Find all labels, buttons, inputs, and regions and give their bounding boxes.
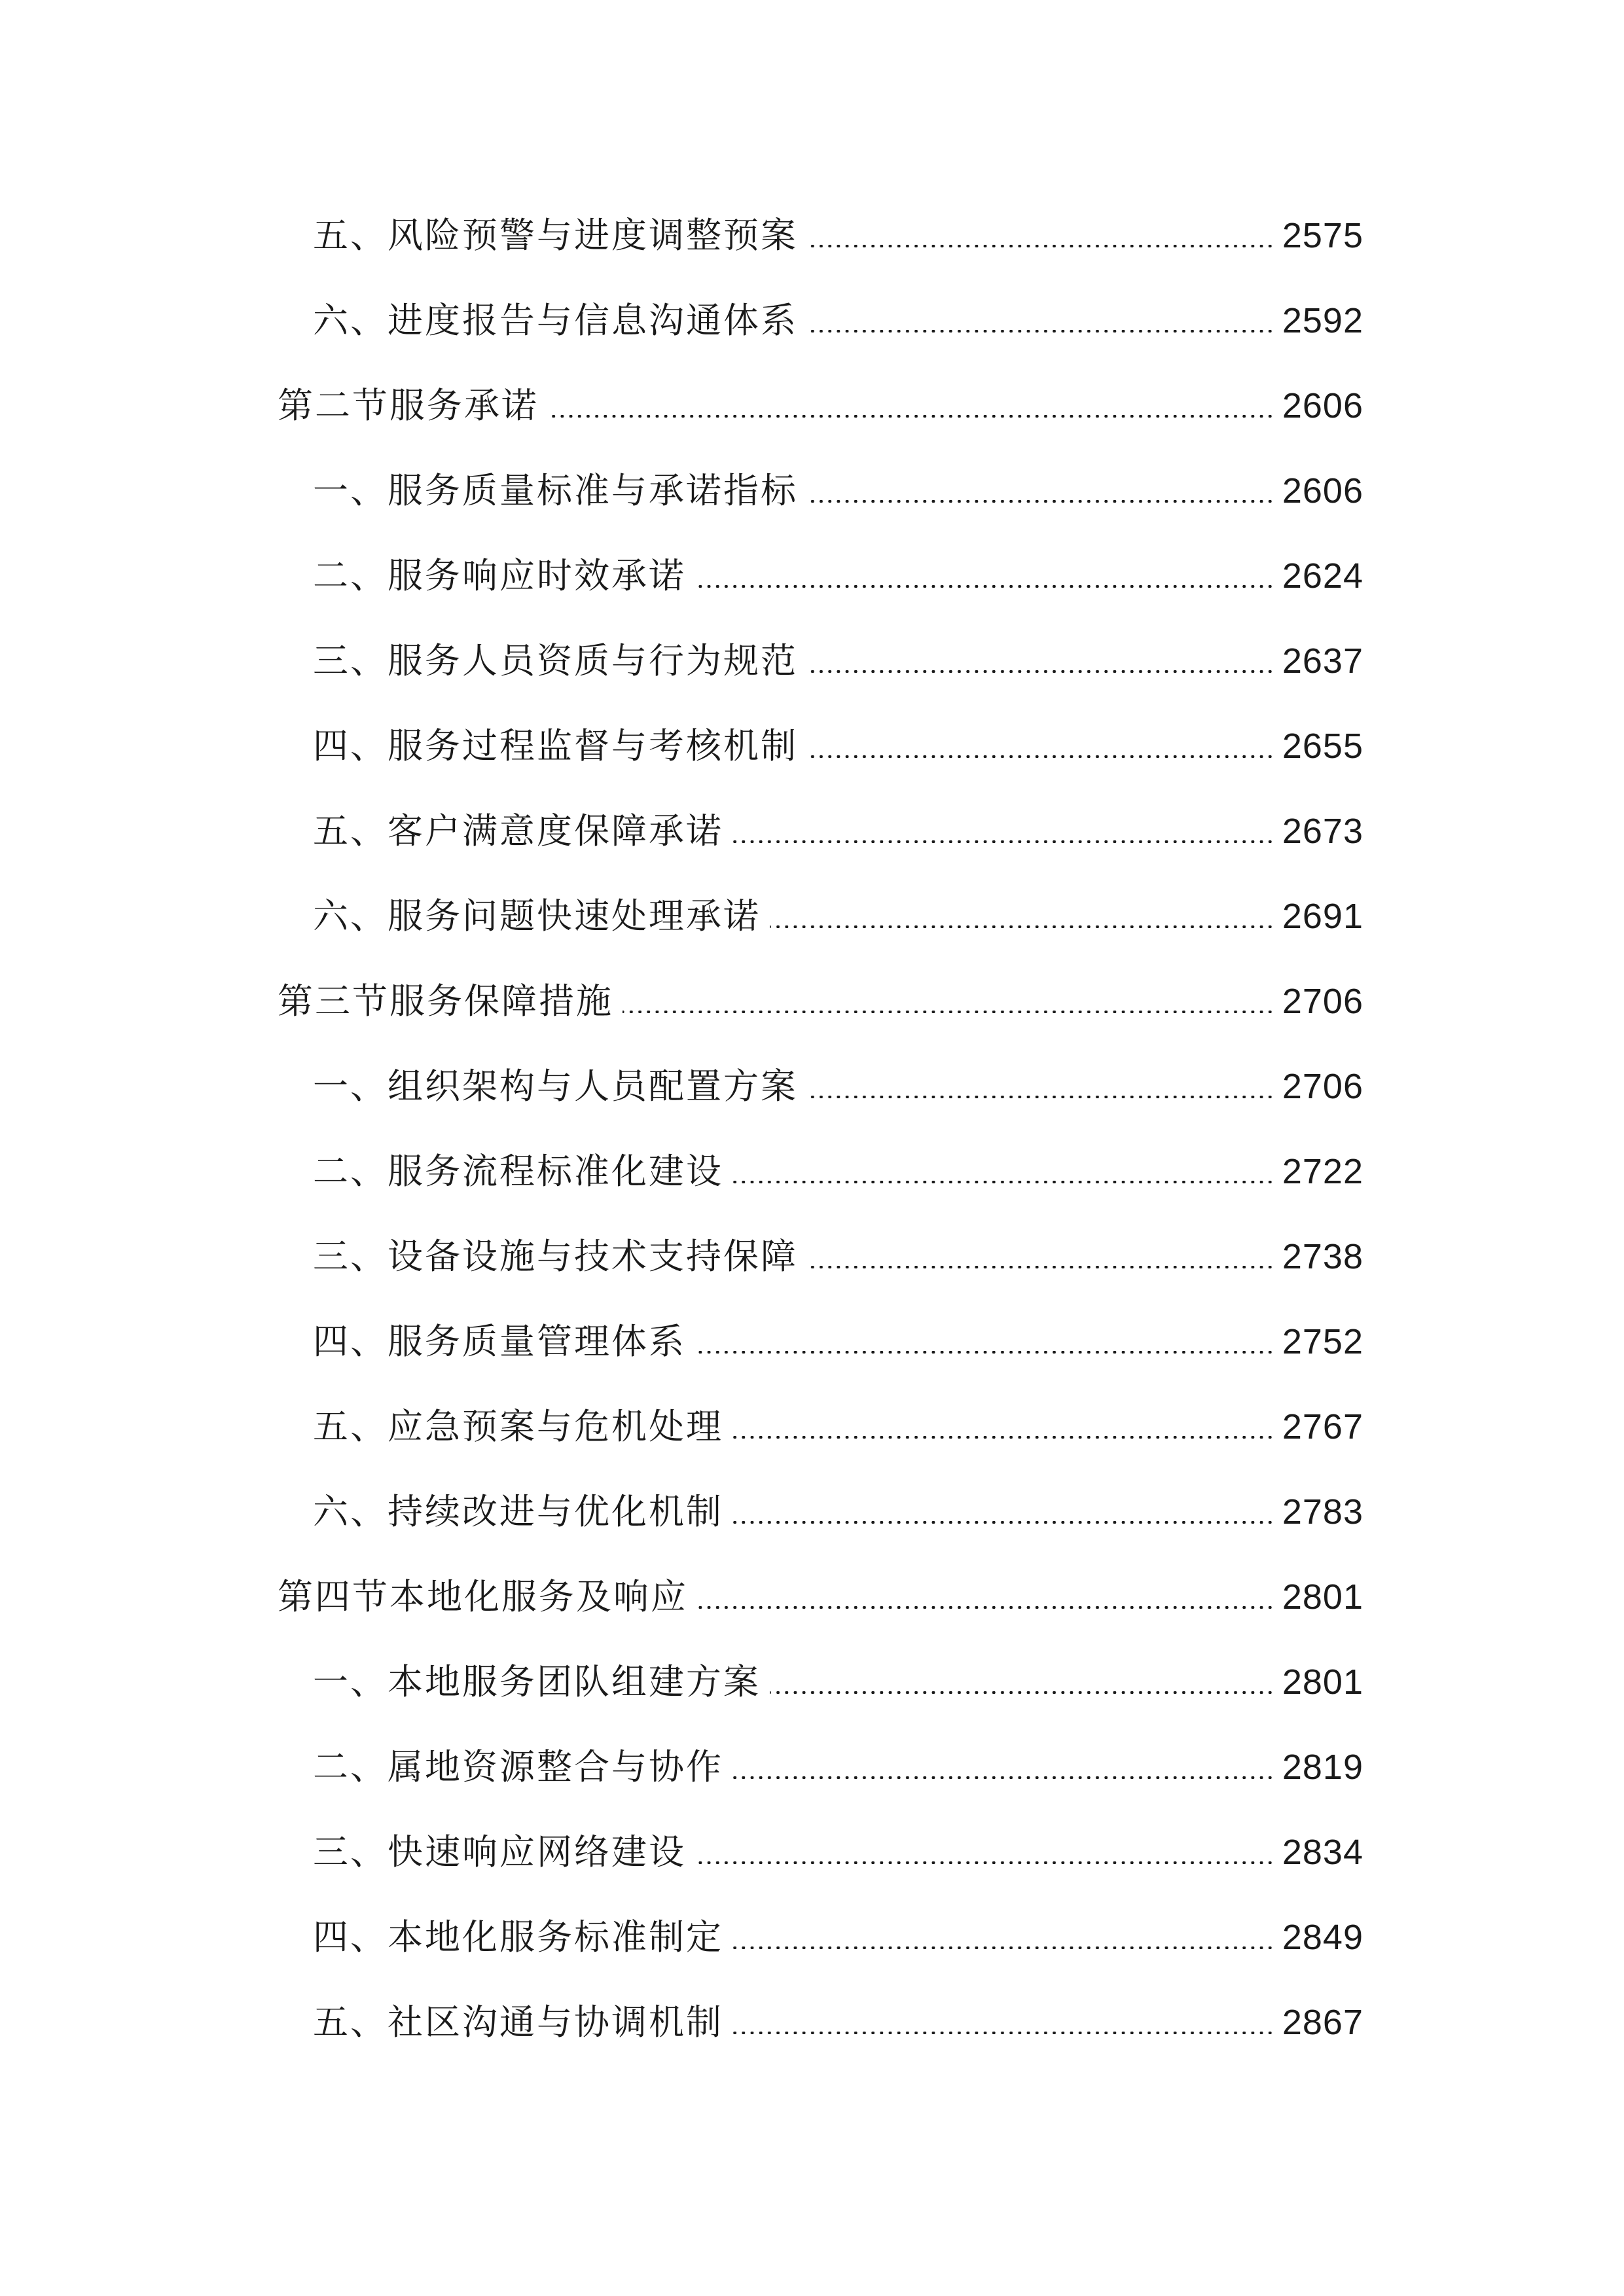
toc-entry: [313, 635, 1363, 687]
dot-leader: [697, 1606, 1274, 1609]
dot-leader: [732, 1946, 1274, 1949]
toc-entry: [313, 1230, 1363, 1283]
toc-entry-title: 四、服务过程监督与考核机制: [313, 725, 798, 766]
toc-entry-page-number: 2849: [1282, 1918, 1363, 1957]
toc-entry: [313, 550, 1363, 602]
toc-entry: [313, 805, 1363, 857]
toc-entry-page-number: 2752: [1282, 1322, 1363, 1361]
toc-section-page-number: 2706: [1282, 982, 1363, 1021]
toc-entry-page-number: 2867: [1282, 2003, 1363, 2042]
toc-entry-title: 三、设备设施与技术支持保障: [313, 1236, 798, 1277]
dot-leader: [732, 2032, 1274, 2034]
dot-leader: [732, 1181, 1274, 1183]
dot-leader: [807, 755, 1274, 758]
toc-entry-page-number: 2691: [1282, 897, 1363, 936]
dot-leader: [548, 415, 1274, 418]
toc-entry: [313, 1656, 1363, 1708]
dot-leader: [732, 1436, 1274, 1439]
toc-entry: [313, 1741, 1363, 1793]
toc-entry-title: 二、服务流程标准化建设: [313, 1151, 723, 1192]
toc-entry: [313, 720, 1363, 772]
toc-entry: [313, 1060, 1363, 1113]
toc-entry-title: 三、快速响应网络建设: [313, 1831, 686, 1873]
toc-section-page-number: 2801: [1282, 1577, 1363, 1617]
toc-entry-title: 二、服务响应时效承诺: [313, 555, 686, 596]
toc-entry-title: 六、持续改进与优化机制: [313, 1491, 723, 1532]
dot-leader: [807, 1096, 1274, 1098]
toc-entry-title: 五、客户满意度保障承诺: [313, 810, 723, 852]
toc-entry: [313, 1486, 1363, 1538]
dot-leader: [807, 330, 1274, 332]
toc-section-entry: [278, 380, 1363, 432]
dot-leader: [807, 245, 1274, 247]
toc-entry: [313, 1145, 1363, 1198]
toc-entry-page-number: 2801: [1282, 1662, 1363, 1702]
dot-leader: [623, 1011, 1274, 1013]
toc-entry-title: 四、服务质量管理体系: [313, 1321, 686, 1362]
toc-entry-title: 一、本地服务团队组建方案: [313, 1661, 761, 1702]
toc-section-title: 第二节服务承诺: [278, 385, 539, 426]
toc-entry-page-number: 2673: [1282, 812, 1363, 851]
toc-entry-title: 六、服务问题快速处理承诺: [313, 895, 761, 937]
dot-leader: [732, 1776, 1274, 1779]
dot-leader: [695, 1351, 1274, 1354]
toc-entry: [313, 1826, 1363, 1878]
toc-entry-page-number: 2575: [1282, 216, 1363, 255]
dot-leader: [807, 500, 1274, 503]
toc-entry-page-number: 2637: [1282, 641, 1363, 681]
toc-entry-page-number: 2592: [1282, 301, 1363, 340]
toc-entry-page-number: 2722: [1282, 1152, 1363, 1191]
toc-entry-title: 五、风险预警与进度调整预案: [313, 215, 798, 256]
toc-entry-page-number: 2819: [1282, 1748, 1363, 1787]
toc-entry: [313, 890, 1363, 942]
toc-section-page-number: 2606: [1282, 386, 1363, 425]
toc-entry-page-number: 2767: [1282, 1407, 1363, 1446]
toc-section-entry: [278, 975, 1363, 1028]
toc-entry: [313, 465, 1363, 517]
toc-entry: [313, 295, 1363, 347]
dot-leader: [732, 1521, 1274, 1524]
toc-section-entry: [278, 1571, 1363, 1623]
dot-leader: [770, 1691, 1274, 1694]
dot-leader: [695, 1861, 1274, 1864]
toc-entry-title: 一、组织架构与人员配置方案: [313, 1066, 798, 1107]
toc-section-title: 第四节本地化服务及响应: [278, 1576, 688, 1617]
toc-entry-page-number: 2834: [1282, 1833, 1363, 1872]
toc-entry-title: 四、本地化服务标准制定: [313, 1916, 723, 1958]
toc-entry-title: 一、服务质量标准与承诺指标: [313, 470, 798, 511]
toc-entry: [313, 1911, 1363, 1964]
toc-entry: [313, 1316, 1363, 1368]
toc-entry-page-number: 2606: [1282, 471, 1363, 511]
toc-entry: [313, 1996, 1363, 2049]
dot-leader: [807, 670, 1274, 673]
toc-entry-page-number: 2624: [1282, 556, 1363, 596]
toc-entry-page-number: 2783: [1282, 1492, 1363, 1532]
toc-entry-title: 六、进度报告与信息沟通体系: [313, 300, 798, 341]
toc-entry-title: 二、属地资源整合与协作: [313, 1746, 723, 1787]
dot-leader: [695, 585, 1274, 588]
toc-entry-page-number: 2655: [1282, 726, 1363, 766]
toc-entry: [313, 1401, 1363, 1453]
dot-leader: [770, 925, 1274, 928]
toc-entry-page-number: 2706: [1282, 1067, 1363, 1106]
dot-leader: [732, 840, 1274, 843]
toc-entry: [313, 209, 1363, 262]
toc-section-title: 第三节服务保障措施: [278, 980, 613, 1022]
toc-entry-page-number: 2738: [1282, 1237, 1363, 1276]
toc-entry-title: 五、社区沟通与协调机制: [313, 2001, 723, 2043]
dot-leader: [807, 1266, 1274, 1268]
toc-entry-title: 五、应急预案与危机处理: [313, 1406, 723, 1447]
toc-entry-title: 三、服务人员资质与行为规范: [313, 640, 798, 681]
